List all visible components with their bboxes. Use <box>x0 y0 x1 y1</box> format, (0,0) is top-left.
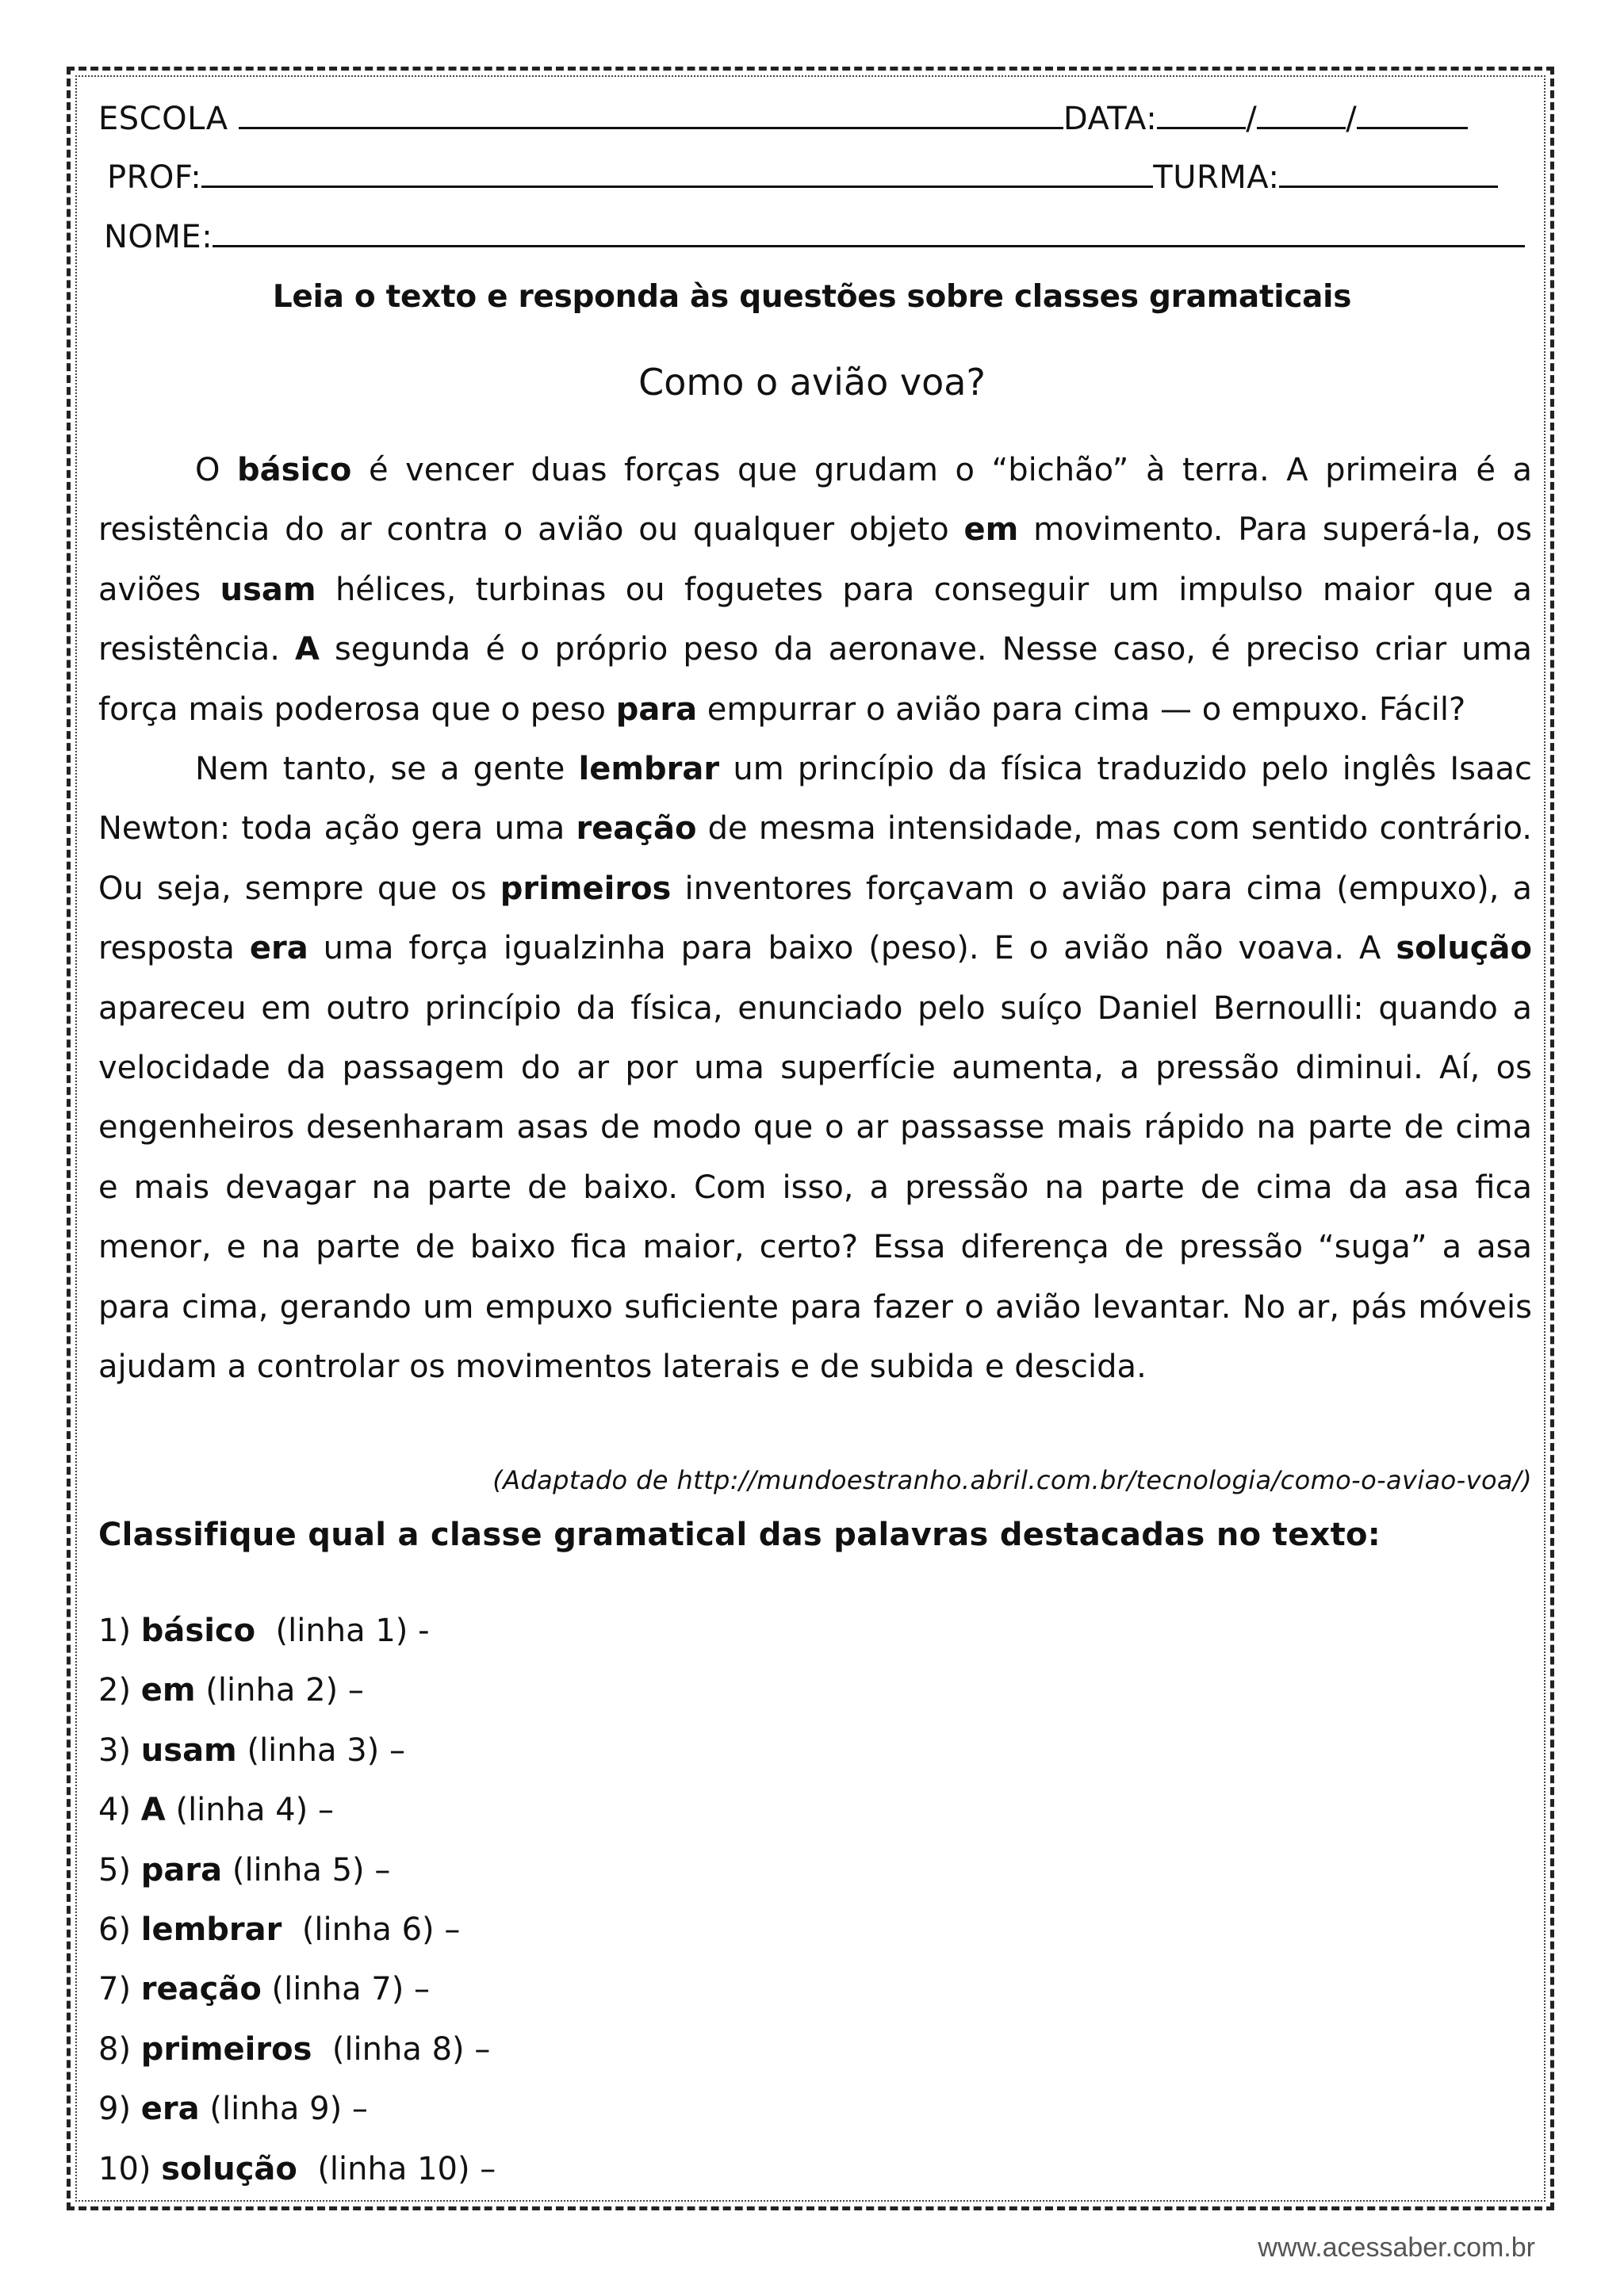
school-label: ESCOLA <box>98 101 228 137</box>
p2-text: inventores forçavam o avião para cima (empuxo), a resposta <box>98 870 1533 967</box>
question-item <box>98 2080 496 2139</box>
p1-text: empurrar o avião para cima — o empuxo. Fácil? <box>697 691 1466 728</box>
question-heading: Classifique qual a classe gramatical das palavras destacadas no texto: <box>98 1517 1381 1553</box>
p2-text: apareceu em outro princípio da física, enunciado pelo suíço Daniel Bernoulli: quando a velocidade da passagem do ar por uma superfície aumenta, a pressão diminui. Aí, os engenheiros desenharam asas de modo que o ar passasse mais rápido na parte de cima e mais devagar na parte de baixo. Com isso, a pressão na parte de cima da asa fica menor, e na parte de baixo fica maior, certo? Essa diferença de pressão “suga” a asa para cima, gerando um empuxo suficiente para fazer o avião levantar. No ar, pás móveis ajudam a controlar os movimentos laterais e de subida e descida. <box>98 989 1532 1386</box>
question-number: 9) <box>98 2091 141 2128</box>
date-month-field[interactable] <box>1257 100 1346 129</box>
source-citation: (Adaptado de http://mundoestranho.abril.com.br/tecnologia/como-o-aviao-voa/) <box>492 1465 1532 1495</box>
instruction: Leia o texto e responda às questões sobre classes gramaticais <box>272 279 1352 315</box>
name-label: NOME: <box>104 219 213 255</box>
p2-text: de mesma intensidade, mas com sentido contrário. Ou seja, sempre que os <box>98 810 1533 907</box>
teacher-label: PROF: <box>107 159 202 196</box>
highlight-em: em <box>963 511 1019 549</box>
school-line <box>98 100 1468 137</box>
question-line-ref: (linha 8) – <box>312 2030 491 2068</box>
paragraph-1 <box>98 441 1532 740</box>
question-number: 10) <box>98 2150 162 2187</box>
question-line-ref: (linha 7) – <box>261 1971 431 2008</box>
date-label: DATA: <box>1063 101 1158 137</box>
question-number: 8) <box>98 2030 141 2068</box>
highlight-para: para <box>615 691 698 728</box>
question-number: 6) <box>98 1911 141 1948</box>
p1-text: segunda é o próprio peso da aeronave. Nesse caso, é preciso criar uma força mais poderosa que o peso <box>98 631 1532 728</box>
question-word: solução <box>161 2150 297 2187</box>
question-list <box>98 1601 496 2199</box>
text-title: Como o avião voa? <box>638 361 986 404</box>
highlight-reacao: reação <box>576 810 697 848</box>
highlight-lembrar: lembrar <box>578 751 720 787</box>
date-year-field[interactable] <box>1357 100 1468 129</box>
question-number: 7) <box>98 1971 141 2008</box>
paragraph-2 <box>98 740 1532 1397</box>
question-word: era <box>140 2091 200 2128</box>
p1-text: é vencer duas forças que grudam o “bichão” à terra. A primeira é a resistência do ar contra o avião ou qualquer objeto <box>98 452 1532 549</box>
question-word: primeiros <box>140 2030 312 2068</box>
p1-text: movimento. Para superá-la, os aviões <box>98 511 1532 608</box>
question-word: usam <box>140 1732 237 1769</box>
highlight-a: A <box>294 631 320 668</box>
question-line-ref: (linha 5) – <box>222 1851 391 1888</box>
question-item <box>98 1960 496 2019</box>
question-number: 3) <box>98 1732 141 1769</box>
name-line <box>104 218 1525 255</box>
question-word: para <box>140 1851 223 1888</box>
p1-text: O <box>195 452 238 488</box>
question-line-ref: (linha 10) – <box>297 2150 496 2187</box>
question-item <box>98 2140 496 2199</box>
date-slash-1: / <box>1246 101 1258 137</box>
question-word: reação <box>140 1971 262 2008</box>
question-number: 2) <box>98 1672 141 1709</box>
question-item <box>98 1841 496 1900</box>
question-word: em <box>140 1672 196 1709</box>
footer-url: www.acessaber.com.br <box>1258 2233 1535 2263</box>
question-line-ref: (linha 2) – <box>195 1672 364 1709</box>
question-line-ref: (linha 9) – <box>199 2091 368 2128</box>
highlight-basico: básico <box>237 452 352 488</box>
class-label: TURMA: <box>1153 159 1280 196</box>
name-field[interactable] <box>213 218 1525 247</box>
question-item <box>98 1721 496 1781</box>
highlight-era: era <box>249 930 308 967</box>
question-line-ref: (linha 3) – <box>236 1732 405 1769</box>
question-word: A <box>140 1792 166 1829</box>
school-field[interactable] <box>239 100 1063 129</box>
date-slash-2: / <box>1346 101 1358 137</box>
question-number: 4) <box>98 1792 141 1829</box>
question-line-ref: (linha 6) – <box>282 1911 461 1948</box>
question-item <box>98 1661 496 1720</box>
teacher-field[interactable] <box>201 159 1153 188</box>
highlight-primeiros: primeiros <box>500 870 672 907</box>
class-field[interactable] <box>1279 159 1498 188</box>
highlight-usam: usam <box>220 571 316 608</box>
question-item <box>98 2020 496 2080</box>
question-line-ref: (linha 1) - <box>255 1613 430 1649</box>
question-word: básico <box>140 1613 256 1649</box>
question-number: 5) <box>98 1851 141 1888</box>
highlight-solucao: solução <box>1396 930 1532 967</box>
question-word: lembrar <box>140 1911 282 1948</box>
date-day-field[interactable] <box>1157 100 1246 129</box>
question-item <box>98 1900 496 1960</box>
teacher-line <box>107 159 1498 196</box>
p2-text: uma força igualzinha para baixo (peso). E o avião não voava. A <box>308 930 1396 967</box>
p1-text: hélices, turbinas ou foguetes para conseguir um impulso maior que a resistência. <box>98 571 1532 668</box>
question-line-ref: (linha 4) – <box>165 1792 334 1829</box>
question-item <box>98 1781 496 1840</box>
p2-text: um princípio da física traduzido pelo inglês Isaac Newton: toda ação gera uma <box>98 751 1533 848</box>
question-item <box>98 1601 496 1661</box>
question-number: 1) <box>98 1613 141 1649</box>
p2-text: Nem tanto, se a gente <box>195 751 579 787</box>
